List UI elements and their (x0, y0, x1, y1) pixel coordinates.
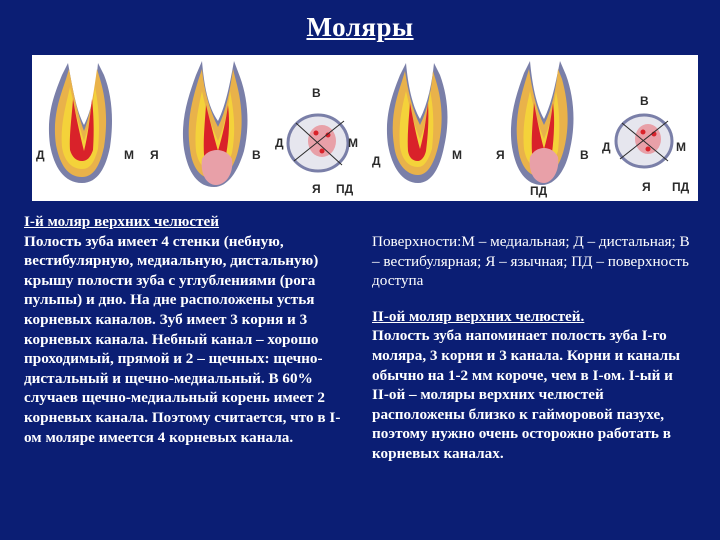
label-ya-1: Я (150, 148, 159, 162)
first-molar-heading: I-й моляр верхних челюстей (24, 213, 220, 230)
molars-diagram (32, 55, 698, 201)
label-ya-3: Я (496, 148, 505, 162)
label-m-4: М (676, 140, 686, 154)
label-pd-2: ПД (530, 184, 548, 198)
surfaces-legend: Поверхности:М – медиальная; Д – дистальная; В – вестибулярная; Я – язычная; ПД – поверхность доступа (372, 233, 690, 290)
tooth-1-section (49, 63, 112, 183)
tooth-2-section (183, 61, 248, 187)
slide-title: Моляры (306, 12, 414, 42)
right-column (372, 232, 692, 464)
label-pd-1: ПД (336, 182, 354, 196)
label-d-3: Д (372, 154, 381, 168)
label-d-4: Д (602, 140, 611, 154)
label-m-2: М (348, 136, 358, 150)
occlusal-view-1 (288, 115, 348, 171)
label-m-1: М (124, 148, 134, 162)
label-m-3: М (452, 148, 462, 162)
label-d-1: Д (36, 148, 45, 162)
occlusal-view-2 (616, 115, 672, 167)
first-molar-body: Полость зуба имеет 4 стенки (небную, вестибулярную, медиальную, дистальную) крышу полости зуба с углублениями (рога пульпы) и дно. На дне расположены устья корневых каналов. Зуб имеет 3 корня и 3 корневых канала. Небный канал – хорошо проходимый, прямой и 2 – щечных: щечно-дистальный и щечно-медиальный. В 60% случаев щечно-медиальный корень имеет 2 корневых канала. Поэтому считается, что в I-ом моляре имеется 4 корневых канала. (24, 232, 341, 446)
label-pd-3: ПД (672, 180, 690, 194)
label-v-3: В (580, 148, 589, 162)
tooth-4-section (511, 61, 574, 185)
second-molar-description (372, 307, 692, 464)
tooth-3-section (387, 63, 448, 183)
label-ya-4: Я (642, 180, 651, 194)
second-molar-body: Полость зуба напоминает полость зуба I-го моляра, 3 корня и 3 канала. Корни и каналы обычно на 1-2 мм короче, чем в I-ом. I-ый и II-ой – моляры верхних челюстей расположены близко к гайморовой пазухе, поэтому нужно очень осторожно работать в корневых каналах. (372, 327, 681, 462)
label-v-1: В (252, 148, 261, 162)
molars-illustration (32, 55, 698, 201)
label-d-2: Д (275, 136, 284, 150)
label-v-2: В (312, 86, 321, 100)
label-v-4: В (640, 94, 649, 108)
label-ya-2: Я (312, 182, 321, 196)
second-molar-heading: II-ой моляр верхних челюстей. (372, 307, 585, 325)
first-molar-description (24, 212, 354, 447)
